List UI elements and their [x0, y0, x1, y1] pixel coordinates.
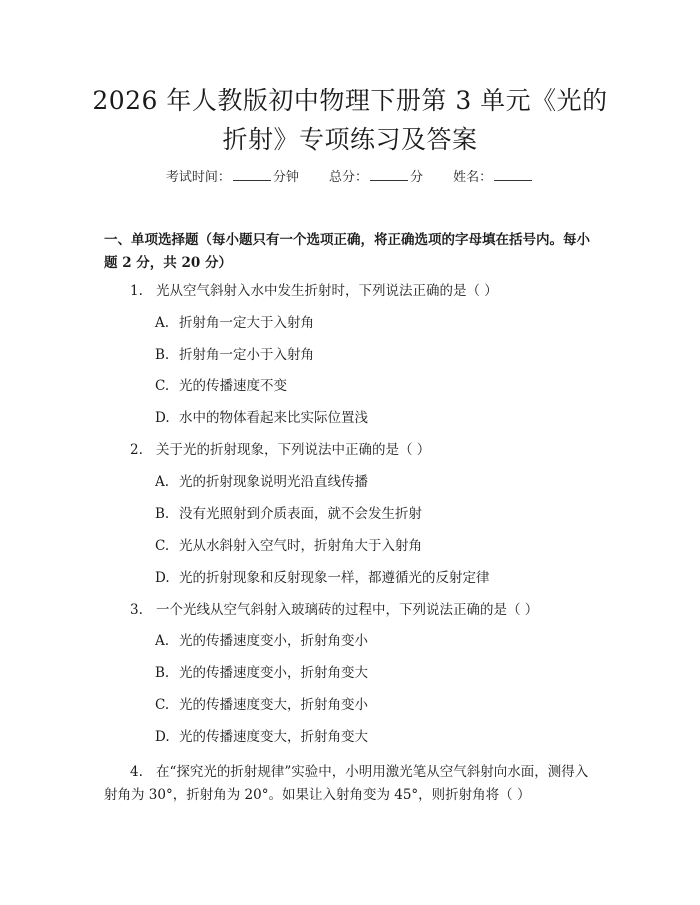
question-text: 光从空气斜射入水中发生折射时，下列说法正确的是（ ）	[156, 283, 498, 299]
question-1-option-a	[155, 314, 314, 332]
exam-time-blank	[233, 168, 271, 181]
option-text: 光的传播速度不变	[179, 378, 287, 394]
option-text: 水中的物体看起来比实际位置浅	[179, 410, 368, 426]
question-text: 在“探究光的折射规律”实验中，小明用激光笔从空气斜射向水面，测得入射角为 30°，折射角为 20°。如果让入射角变为 45°，则折射角将（ ）	[104, 764, 589, 803]
question-1-option-c	[155, 377, 287, 395]
option-text: 光的传播速度变小，折射角变小	[179, 633, 368, 649]
option-letter: C.	[155, 697, 170, 713]
option-letter: A.	[155, 315, 170, 331]
exam-time-unit: 分钟	[272, 170, 299, 185]
total-score-label: 总分：	[328, 170, 368, 185]
name-blank	[494, 168, 532, 181]
option-text: 光从水斜射入空气时，折射角大于入射角	[179, 538, 422, 554]
question-number: 4.	[130, 764, 143, 780]
question-3	[130, 601, 538, 619]
option-letter: D.	[155, 729, 170, 745]
option-text: 光的传播速度变小，折射角变大	[179, 665, 368, 681]
section-heading: 一、单项选择题（每小题只有一个选项正确，将正确选项的字母填在括号内。每小题 2 分，共 20 分）	[104, 232, 590, 271]
option-letter: A.	[155, 474, 170, 490]
question-1-option-d	[155, 409, 368, 427]
option-letter: B.	[155, 665, 170, 681]
question-number: 2.	[130, 442, 143, 458]
page-title-line-1: 2026 年人教版初中物理下册第 3 单元《光的	[92, 86, 608, 115]
question-text: 一个光线从空气斜射入玻璃砖的过程中，下列说法正确的是（ ）	[156, 602, 539, 618]
option-letter: C.	[155, 538, 170, 554]
option-letter: B.	[155, 347, 170, 363]
option-letter: B.	[155, 506, 170, 522]
name-label: 姓名：	[453, 170, 493, 185]
question-4	[104, 761, 600, 807]
option-text: 折射角一定小于入射角	[179, 347, 314, 363]
exam-time-label: 考试时间：	[165, 170, 231, 185]
question-1	[130, 282, 498, 300]
option-text: 光的折射现象说明光沿直线传播	[179, 474, 368, 490]
question-1-option-b	[155, 346, 314, 364]
option-text: 折射角一定大于入射角	[179, 315, 314, 331]
question-number: 3.	[130, 602, 143, 618]
option-letter: D.	[155, 410, 170, 426]
question-3-option-c	[155, 696, 368, 714]
option-letter: D.	[155, 570, 170, 586]
question-2-option-d	[155, 569, 490, 587]
question-3-option-a	[155, 632, 368, 650]
option-letter: C.	[155, 378, 170, 394]
page-title-line-2: 折射》专项练习及答案	[222, 125, 478, 154]
question-2	[130, 441, 430, 459]
question-3-option-d	[155, 728, 368, 746]
total-score-blank	[370, 168, 408, 181]
option-text: 光的传播速度变大，折射角变小	[179, 697, 368, 713]
question-text: 关于光的折射现象，下列说法中正确的是（ ）	[156, 442, 431, 458]
question-3-option-b	[155, 664, 368, 682]
question-2-option-b	[155, 505, 422, 523]
question-number: 1.	[130, 283, 143, 299]
question-2-option-c	[155, 537, 422, 555]
name-field	[453, 170, 534, 185]
question-2-option-a	[155, 473, 368, 491]
option-text: 没有光照射到介质表面，就不会发生折射	[179, 506, 422, 522]
option-text: 光的传播速度变大，折射角变大	[179, 729, 368, 745]
total-score-field	[329, 170, 427, 185]
option-letter: A.	[155, 633, 170, 649]
exam-info-row	[0, 168, 700, 187]
exam-time-field	[166, 170, 303, 185]
option-text: 光的折射现象和反射现象一样，都遵循光的反射定律	[179, 570, 490, 586]
total-score-unit: 分	[410, 170, 424, 185]
